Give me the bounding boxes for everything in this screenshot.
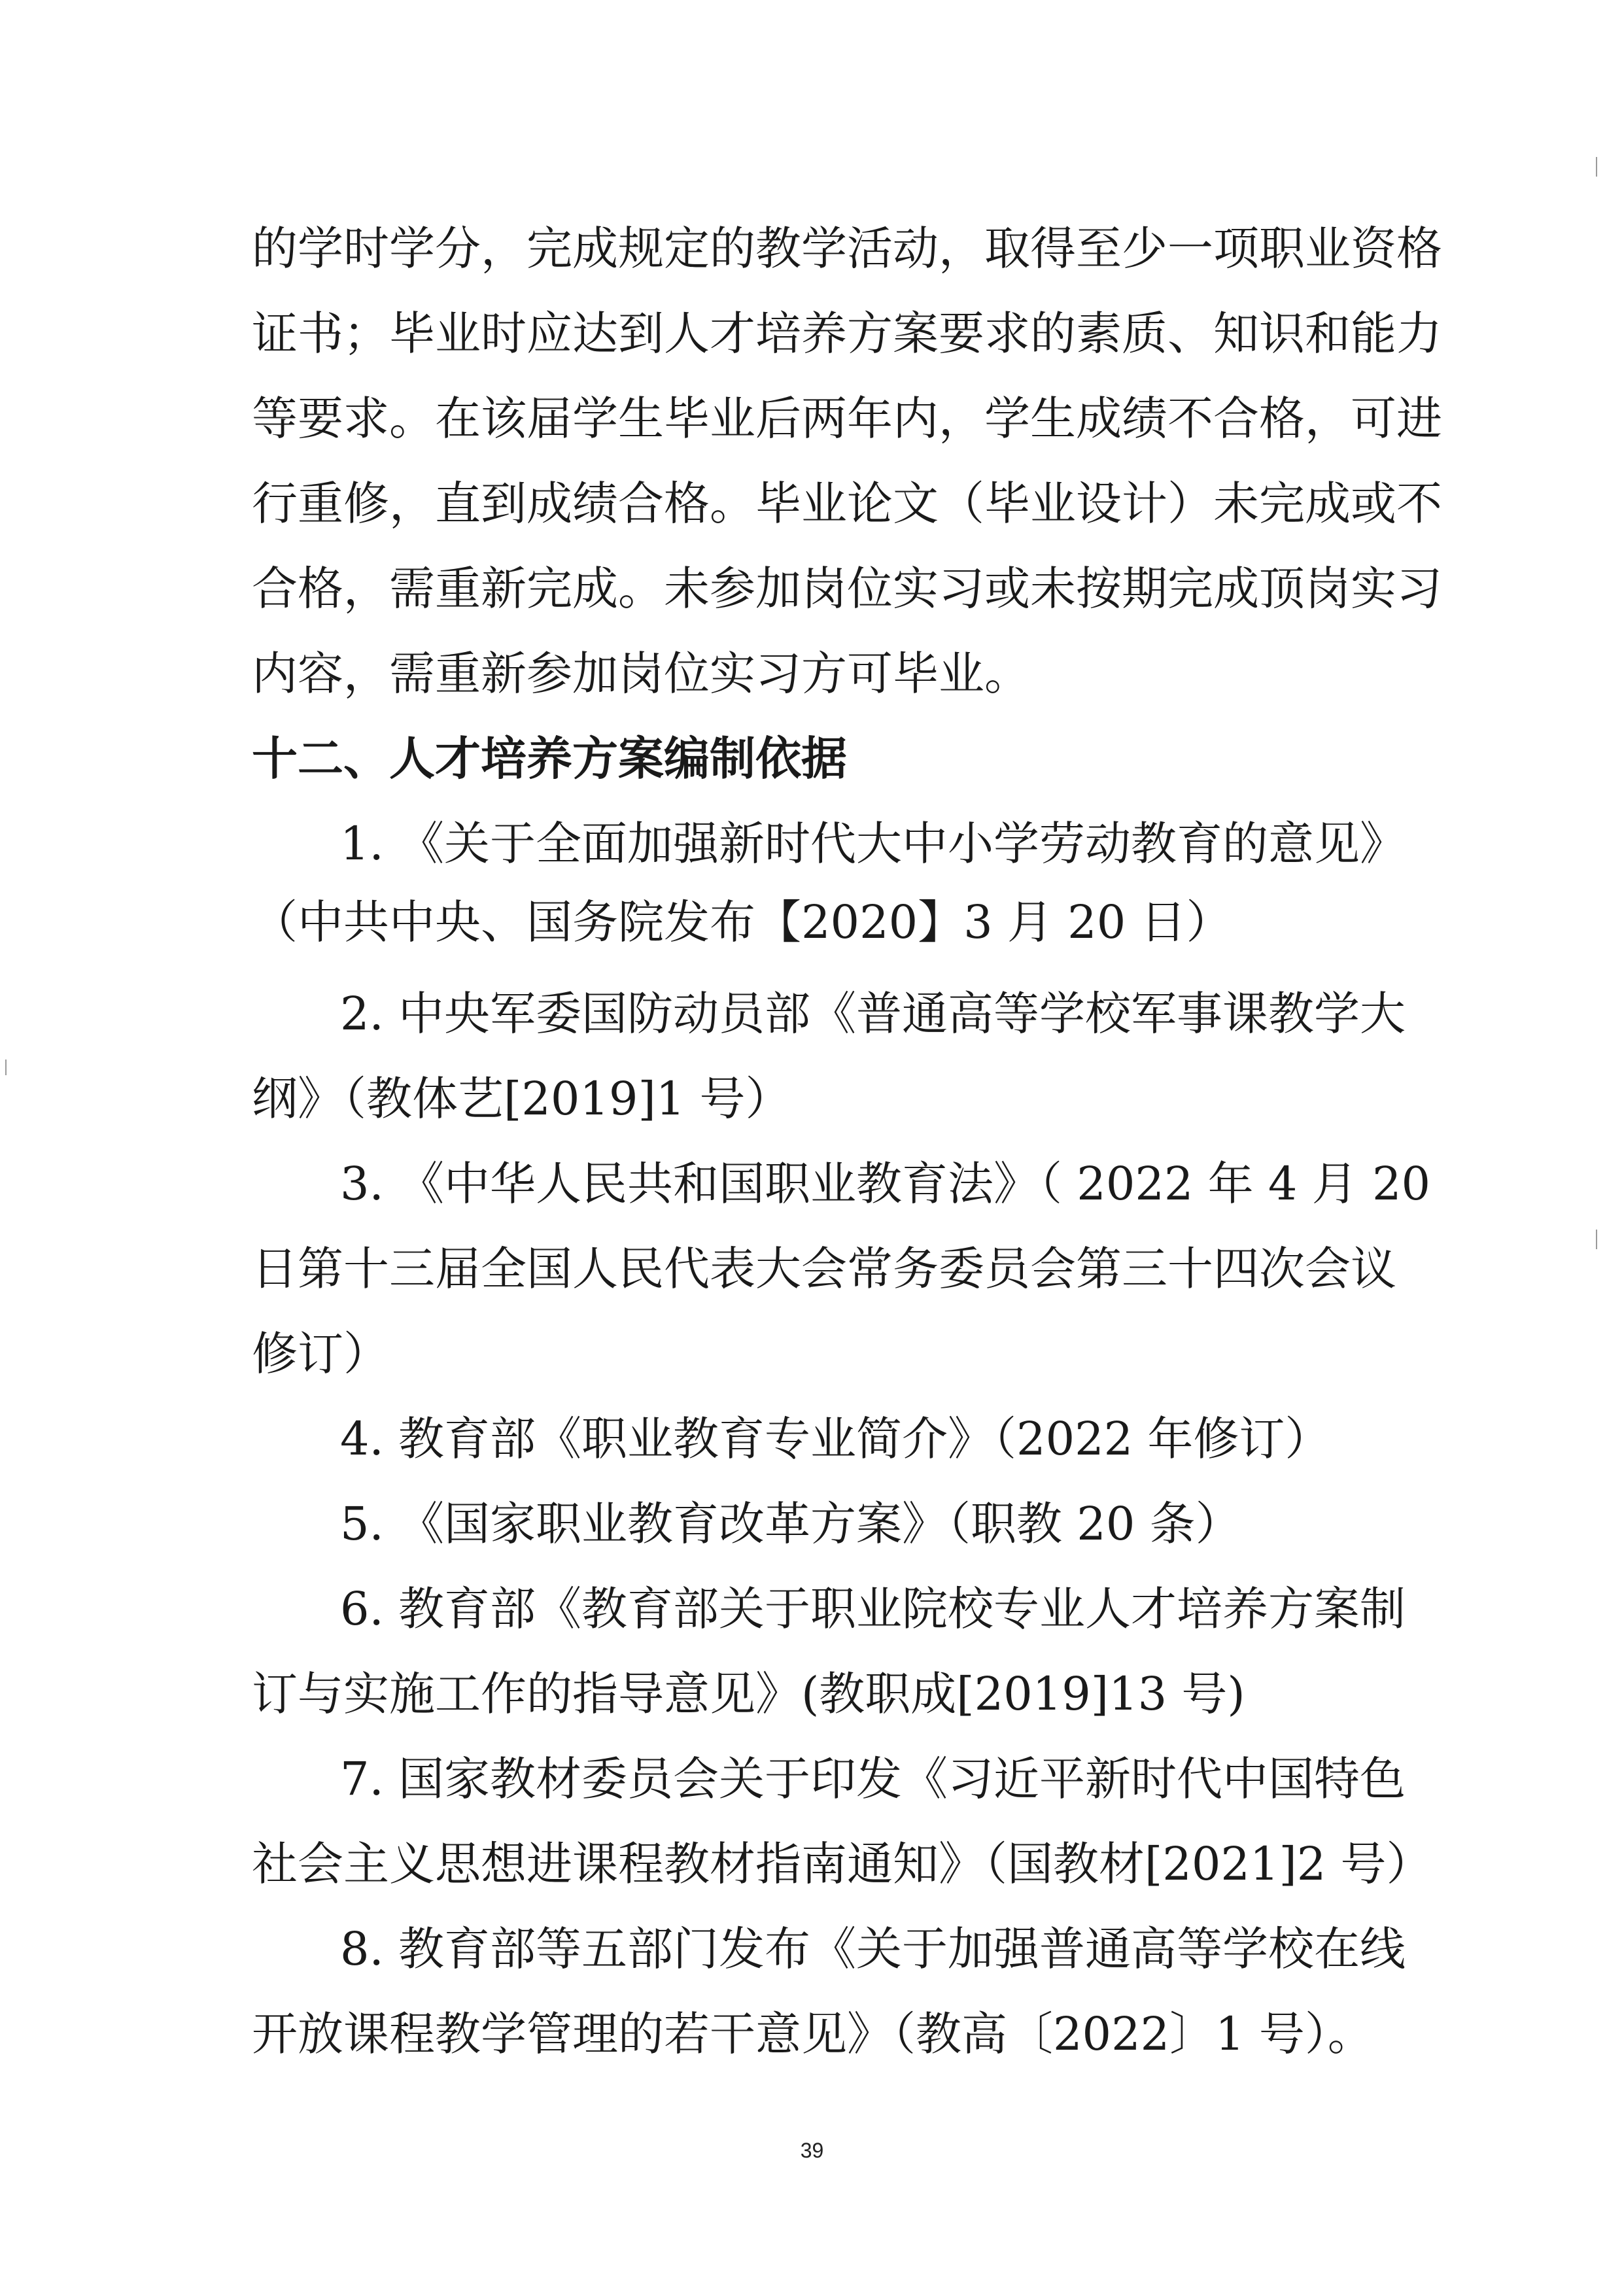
paragraph-line-2: 证书；毕业时应达到人才培养方案要求的素质、知识和能力 xyxy=(252,307,1442,360)
page-number: 39 xyxy=(800,2139,824,2162)
paragraph-line-3: 等要求。在该届学生毕业后两年内，学生成绩不合格，可进 xyxy=(252,392,1442,445)
item-2-line-2: 纲》（教体艺[2019]1 号） xyxy=(252,1072,791,1126)
item-3-line-2: 日第十三届全国人民代表大会常务委员会第三十四次会议 xyxy=(252,1242,1396,1296)
paragraph-line-6: 内容，需重新参加岗位实习方可毕业。 xyxy=(252,647,1030,700)
section-heading: 十二、人才培养方案编制依据 xyxy=(252,732,847,785)
item-6-line-2: 订与实施工作的指导意见》(教职成[2019]13 号) xyxy=(252,1667,1245,1721)
item-3-line-3: 修订） xyxy=(252,1327,389,1381)
item-2-line-1: 2. 中央军委国防动员部《普通高等学校军事课教学大 xyxy=(340,987,1406,1041)
paragraph-line-4: 行重修，直到成绩合格。毕业论文（毕业设计）未完成或不 xyxy=(252,477,1442,530)
item-7-line-2: 社会主义思想进课程教材指南通知》（国教材[2021]2 号） xyxy=(252,1837,1432,1891)
scan-mark xyxy=(1596,157,1597,177)
item-1-line-2: （中共中央、国务院发布【2020】3 月 20 日） xyxy=(252,895,1232,949)
item-4-line-1: 4. 教育部《职业教育专业简介》（2022 年修订） xyxy=(340,1412,1331,1466)
item-7-line-1: 7. 国家教材委员会关于印发《习近平新时代中国特色 xyxy=(340,1752,1406,1806)
paragraph-line-1: 的学时学分，完成规定的教学活动，取得至少一项职业资格 xyxy=(252,222,1442,275)
item-3-line-1: 3. 《中华人民共和国职业教育法》（ 2022 年 4 月 20 xyxy=(340,1157,1431,1211)
item-5-line-1: 5. 《国家职业教育改革方案》（职教 20 条） xyxy=(340,1497,1241,1551)
item-1-line-1: 1. 《关于全面加强新时代大中小学劳动教育的意见》 xyxy=(340,817,1406,871)
item-6-line-1: 6. 教育部《教育部关于职业院校专业人才培养方案制 xyxy=(340,1582,1406,1636)
item-8-line-2: 开放课程教学管理的若干意见》（教高〔2022〕1 号）。 xyxy=(252,2007,1373,2061)
scan-mark xyxy=(5,1060,7,1075)
scan-mark xyxy=(1596,1230,1597,1249)
item-8-line-1: 8. 教育部等五部门发布《关于加强普通高等学校在线 xyxy=(340,1922,1406,1976)
paragraph-line-5: 合格，需重新完成。未参加岗位实习或未按期完成顶岗实习 xyxy=(252,562,1442,615)
